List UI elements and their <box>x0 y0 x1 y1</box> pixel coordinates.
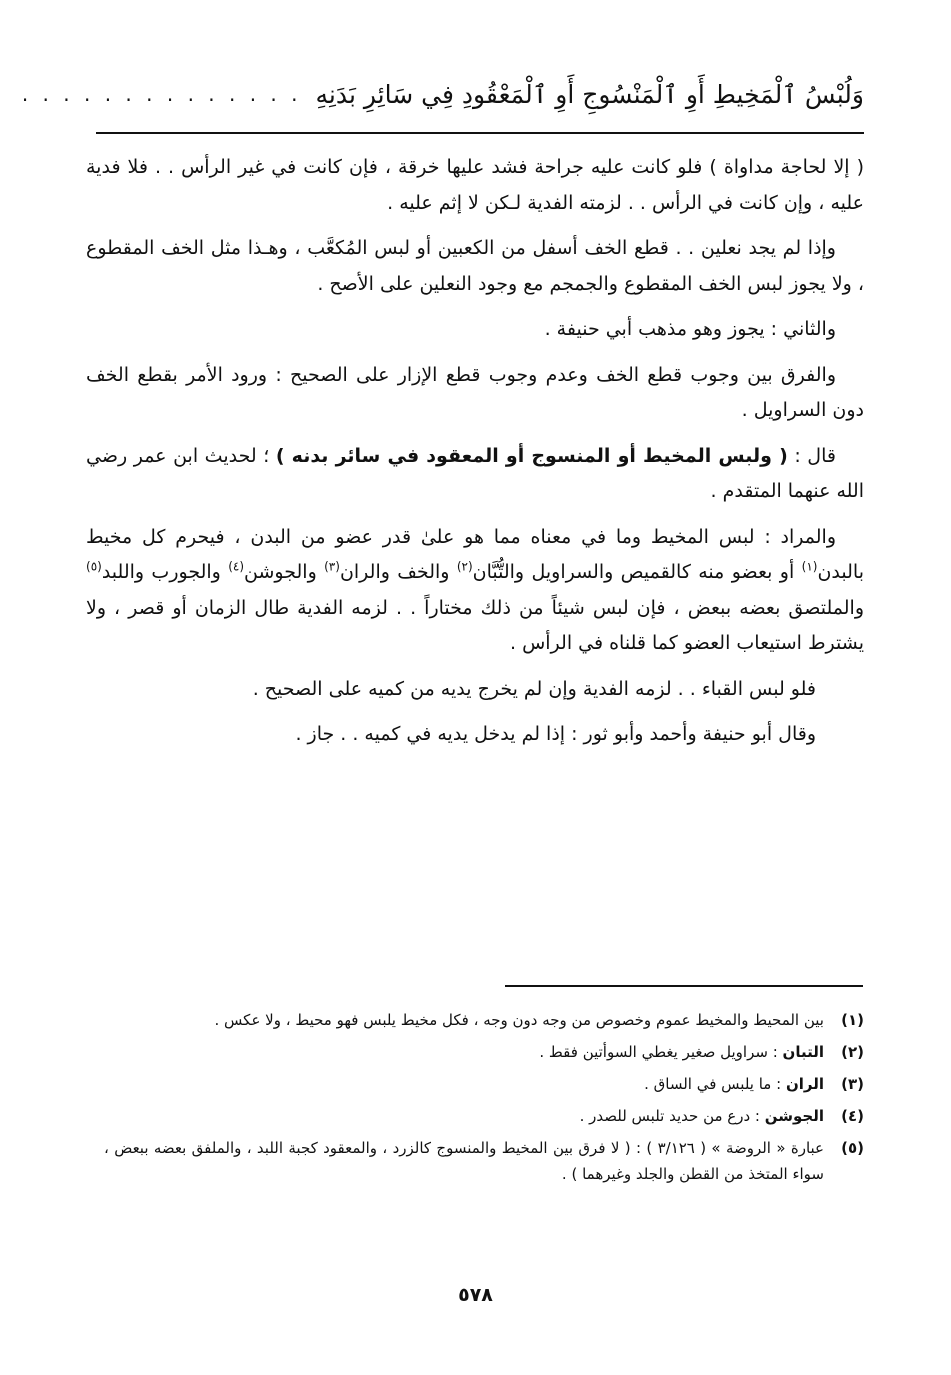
paragraph-6-part-c: والخف والران <box>339 561 457 583</box>
paragraph-3: والثاني : يجوز وهو مذهب أبي حنيفة . <box>544 318 836 340</box>
paragraph-2: وإذا لم يجد نعلين . . قطع الخف أسفل من الكعبين أو لبس المُكعَّب ، وهـذا مثل الخف المقطوع ، ولا يجوز لبس الخف المقطوع والجمجم مع وجود النعلين على الأصح . <box>86 237 864 295</box>
footnote-1 <box>104 1007 864 1033</box>
paragraph-6 <box>86 520 864 662</box>
paragraph-6-part-a: والمراد : لبس المخيط وما في معناه مما هو علىٰ قدر عضو من البدن ، فيحرم كل مخيط بالبدن <box>86 525 864 583</box>
running-header-title: وَلُبْسُ ٱلْمَخِيطِ أَوِ ٱلْمَنْسُوجِ أَوِ ٱلْمَعْقُودِ فِي سَائِرِ بَدَنِهِ <box>315 79 864 109</box>
footnote-term: الران <box>785 1075 824 1093</box>
footnote-3 <box>104 1071 864 1097</box>
header-divider <box>96 132 864 134</box>
footnote-ref-2[interactable]: (٢) <box>456 559 473 574</box>
running-header-leader-dots: . . . . . . . . . . . . . . <box>21 82 302 106</box>
page-number: ٥٧٨ <box>458 1284 493 1306</box>
matn-quote: ( ولبس المخيط أو المنسوج أو المعقود في سائر بدنه ) <box>275 444 788 467</box>
paragraph-6-part-d: والجوشن <box>244 561 325 583</box>
footnote-number: (١) <box>841 1011 864 1029</box>
paragraph-8: وقال أبو حنيفة وأحمد وأبو ثور : إذا لم يدخل يديه في كميه . . جاز . <box>295 723 816 745</box>
footnote-ref-4[interactable]: (٤) <box>228 559 245 574</box>
paragraph-7: فلو لبس القباء . . لزمه الفدية وإن لم يخرج يديه من كميه على الصحيح . <box>252 677 816 700</box>
paragraph-4: والفرق بين وجوب قطع الخف وعدم وجوب قطع الإزار على الصحيح : ورود الأمر بقطع الخف دون السراويل . <box>86 363 864 421</box>
footnote-4 <box>104 1103 864 1129</box>
footnote-body <box>104 1103 824 1129</box>
footnote-number: (٤) <box>841 1107 864 1125</box>
main-text <box>86 150 864 763</box>
footnote-text: : سراويل صغير يغطي السوأتين فقط . <box>539 1043 783 1061</box>
footnote-number: (٥) <box>841 1139 864 1157</box>
paragraph-5 <box>86 439 864 510</box>
footnote-term: الجوشن <box>764 1107 824 1125</box>
footnote-number: (٢) <box>841 1043 864 1061</box>
footnote-ref-1[interactable]: (١) <box>801 559 818 574</box>
footnote-text: عبارة « الروضة » ( ٣/١٢٦ ) : ( لا فرق بين المخيط والمنسوج كالزرد ، والمعقود كجبة اللبد ، والملفق بعضه ببعض ، سواء المتخذ من القطن والجلد وغيرهما ) . <box>104 1139 825 1183</box>
footnote-5 <box>104 1135 864 1187</box>
footnote-ref-5[interactable]: (٥) <box>86 559 102 574</box>
paragraph-1: ( إلا لحاجة مداواة ) فلو كانت عليه جراحة فشد عليها خرقة ، فإن كانت في غير الرأس . . فلا فدية عليه ، وإن كانت في الرأس . . لزمته الفدية لـكن لا إثم عليه . <box>86 156 864 214</box>
paragraph-6-part-f: والملتصق بعضه ببعض ، فإن لبس شيئاً من ذلك مختاراً . . لزمه الفدية طال الزمان أو قصر ، ولا يشترط استيعاب العضو كما قلناه في الرأس . <box>86 596 864 654</box>
footnote-ref-3[interactable]: (٣) <box>324 559 340 574</box>
footnote-term: التبان <box>782 1043 824 1061</box>
footnote-body <box>104 1071 824 1097</box>
paragraph-5-lead: قال : <box>787 444 836 467</box>
footnote-2 <box>104 1039 864 1065</box>
footnote-text: : درع من حديد تلبس للصدر . <box>579 1107 765 1125</box>
paragraph-6-part-b: أو بعضو منه كالقميص والسراويل والتُّبَّان <box>472 561 802 583</box>
running-header <box>21 64 864 124</box>
footnote-text: : ما يلبس في الساق . <box>644 1075 786 1093</box>
footnote-text: بين المحيط والمخيط عموم وخصوص من وجه دون وجه ، فكل مخيط يلبس فهو محيط ، ولا عكس . <box>214 1011 824 1029</box>
footnote-number: (٣) <box>841 1075 864 1093</box>
footnote-divider <box>505 985 863 987</box>
paragraph-6-part-e: والجورب واللبد <box>101 561 229 583</box>
footnote-body <box>104 1039 824 1065</box>
paragraph-5-tail: ؛ لحديث ابن عمر رضي الله عنهما المتقدم . <box>86 444 864 502</box>
footnotes <box>104 1007 864 1193</box>
